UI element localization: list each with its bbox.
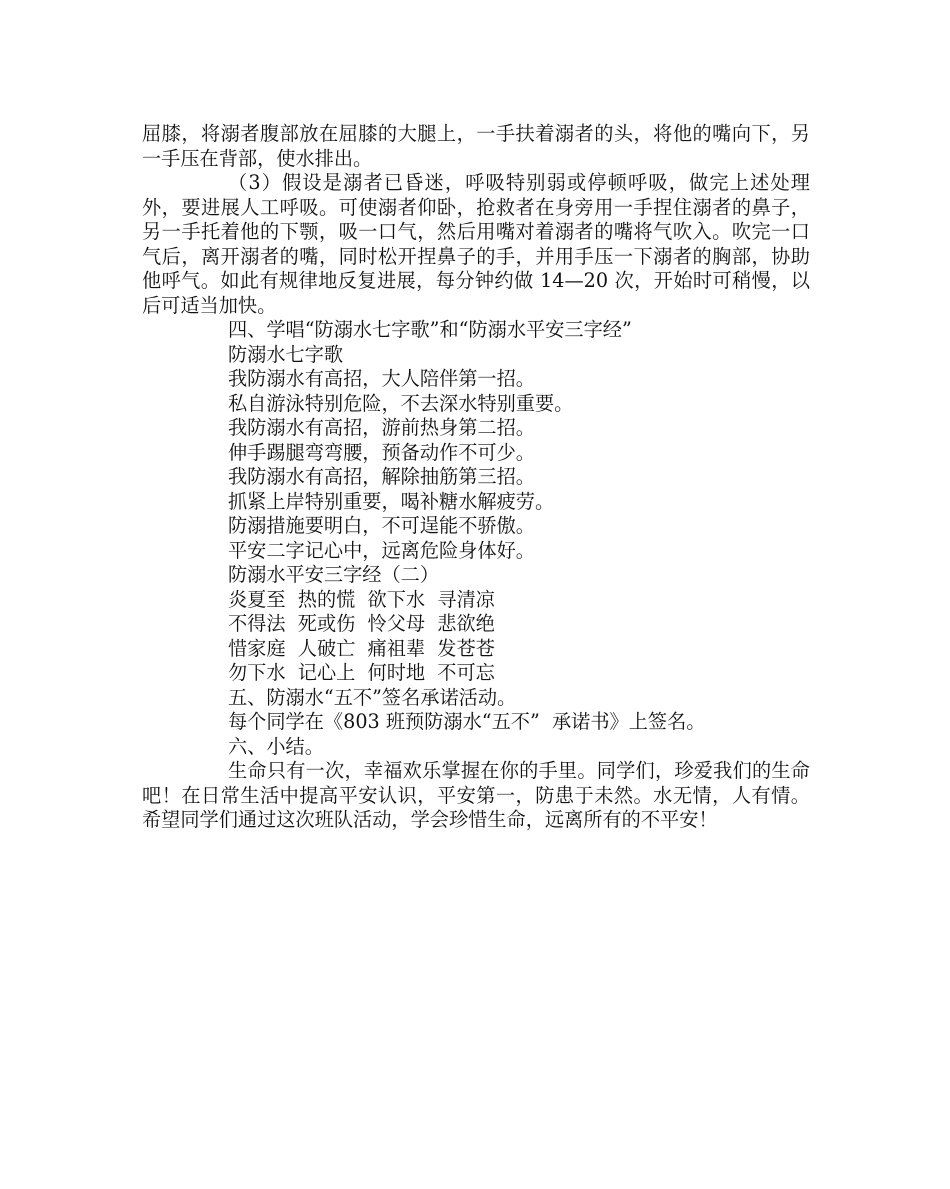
verse-line: 惜家庭 人破亡 痛祖辈 发苍苍 — [228, 636, 495, 660]
pledge-instruction: 每个同学在《803 班预防溺水“五不” 承诺书》上签名。 — [228, 710, 706, 733]
document-page — [142, 122, 810, 833]
verse-line: 勿下水 记心上 何时地 不可忘 — [228, 661, 495, 684]
paragraph-artificial-respiration: （3）假设是溺者已昏迷，呼吸特别弱或停顿呼吸，做完上述处理外，要进展人工呼吸。可使溺者仰卧，抢救者在身旁用一手捏住溺者的鼻子，另一手托着他的下颚，吸一口气，然后用嘴对着溺者的嘴将气吹入。吹完一口气后，离开溺者的嘴，同时松开捏鼻子的手，并用手压一下溺者的胸部，协助他呼气。如此有规律地反复进展，每分钟约做 14—20 次，开始时可稍慢，以后可适当加快。 — [142, 171, 810, 317]
song-title-three-char: 防溺水平安三字经（二） — [228, 563, 440, 586]
section-heading-songs: 四、学唱“防溺水七字歌”和“防溺水平安三字经” — [228, 318, 632, 341]
verse-line: 不得法 死或伤 怜父母 悲欲绝 — [228, 612, 495, 635]
song-line: 我防溺水有高招，解除抽筋第三招。 — [228, 465, 535, 488]
song-line: 伸手踢腿弯弯腰，预备动作不可少。 — [228, 440, 535, 464]
song-line: 我防溺水有高招，大人陪伴第一招。 — [228, 367, 535, 390]
song-line: 私自游泳特别危险，不去深水特别重要。 — [228, 391, 574, 415]
section-heading-summary: 六、小结。 — [228, 734, 324, 758]
section-heading-pledge: 五、防溺水“五不”签名承诺活动。 — [228, 685, 517, 709]
song-line: 抓紧上岸特别重要，喝补糖水解疲劳。 — [228, 489, 555, 513]
song-line: 我防溺水有高招，游前热身第二招。 — [228, 416, 535, 439]
paragraph-summary: 生命只有一次，幸福欢乐掌握在你的手里。同学们，珍爱我们的生命吧！在日常生活中提高平安认识，平安第一，防患于未然。水无情，人有情。希望同学们通过这次班队活动，学会珍惜生命，远离所有的不平安！ — [142, 759, 810, 831]
verse-line: 炎夏至 热的慌 欲下水 寻清凉 — [228, 587, 495, 611]
paragraph-rescue-position: 屈膝，将溺者腹部放在屈膝的大腿上，一手扶着溺者的头，将他的嘴向下，另一手压在背部，使水排出。 — [142, 122, 810, 170]
song-line: 平安二字记心中，远离危险身体好。 — [228, 538, 535, 562]
song-line: 防溺措施要明白，不可逞能不骄傲。 — [228, 514, 535, 537]
song-title-seven-char: 防溺水七字歌 — [228, 342, 344, 366]
